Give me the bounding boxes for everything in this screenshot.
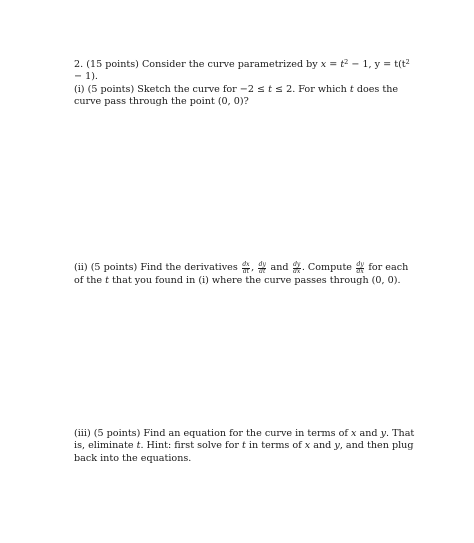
y-var: y (334, 440, 340, 452)
part-ii-text3: for each of the (74, 262, 409, 286)
part-iii-and: and (313, 440, 332, 452)
part-iii-points: (5 points) (93, 428, 141, 439)
t-var: t (105, 275, 110, 286)
part-ii-text4: that you found in (i) where the curve passes through (0, 0). (112, 275, 401, 286)
t-var: t (268, 84, 272, 95)
x-var: x (304, 440, 311, 452)
part-iii (74, 428, 418, 465)
part-ii-and: and (270, 262, 289, 273)
part-i-label: (i) (74, 84, 85, 95)
part-ii: (ii) (5 points) Find the derivatives $\frac{dx}{dt}$ , $\frac{dy}{dt}$ and $\frac{dy}{dx}$ . Compute $\frac{dy}{dx}$ for each of the t that you found in (i) where the curve passes through (0, 0). (74, 261, 409, 286)
x-var: x (351, 428, 357, 439)
x-equation-tail: − 1, y = t(t (348, 59, 406, 70)
part-i-points: (5 points) (87, 84, 135, 95)
y-var: y (380, 428, 387, 439)
problem-text: Consider the curve parametrized by (141, 59, 318, 70)
part-ii-text2: . Compute (301, 262, 352, 273)
part-iii-text4: in terms of (248, 440, 302, 452)
part-i (74, 84, 418, 109)
part-iii-text5: , and then plug back into the equations. (74, 440, 414, 464)
t-var: t (136, 440, 141, 452)
part-ii-points: (5 points) (90, 262, 138, 273)
part-iii-and: and (359, 428, 378, 439)
part-iii-label: (iii) (74, 428, 91, 439)
part-iii-text3: . Hint: first solve for (140, 440, 239, 452)
problem-points: (15 points) (86, 59, 139, 70)
part-iii-text2: . That is, eliminate (74, 428, 415, 452)
y-equation-tail: − 1). (74, 71, 98, 83)
part-i-text2: ≤ 2. For which (271, 84, 350, 95)
t-var: t (242, 440, 246, 452)
part-iii-text1: Find an equation for the curve in terms of (143, 428, 348, 439)
t-var: t (349, 84, 354, 95)
x-equation: x = t (320, 59, 345, 70)
part-ii-text1: Find the derivatives (140, 262, 238, 273)
dy-dx-fraction: $\frac{dy}{dx}$ (356, 261, 364, 275)
problem-number: 2. (74, 59, 84, 70)
problem-statement: 2. (15 points) Consider the curve parametrized by $x = t^2 - 1$, $y = t(t^2 - 1)$. (74, 58, 410, 83)
part-ii-label: (ii) (74, 262, 88, 273)
part-i-text1: Sketch the curve for −2 ≤ (137, 84, 269, 95)
dy-dt-fraction: $\frac{dy}{dt}$ (258, 261, 266, 275)
dy-dx-fraction: $\frac{dy}{dx}$ (293, 261, 301, 275)
dx-dt-fraction: $\frac{dx}{dt}$ (242, 261, 250, 275)
part-i-text3: does the curve pass through the point (0, 0)? (74, 84, 399, 108)
